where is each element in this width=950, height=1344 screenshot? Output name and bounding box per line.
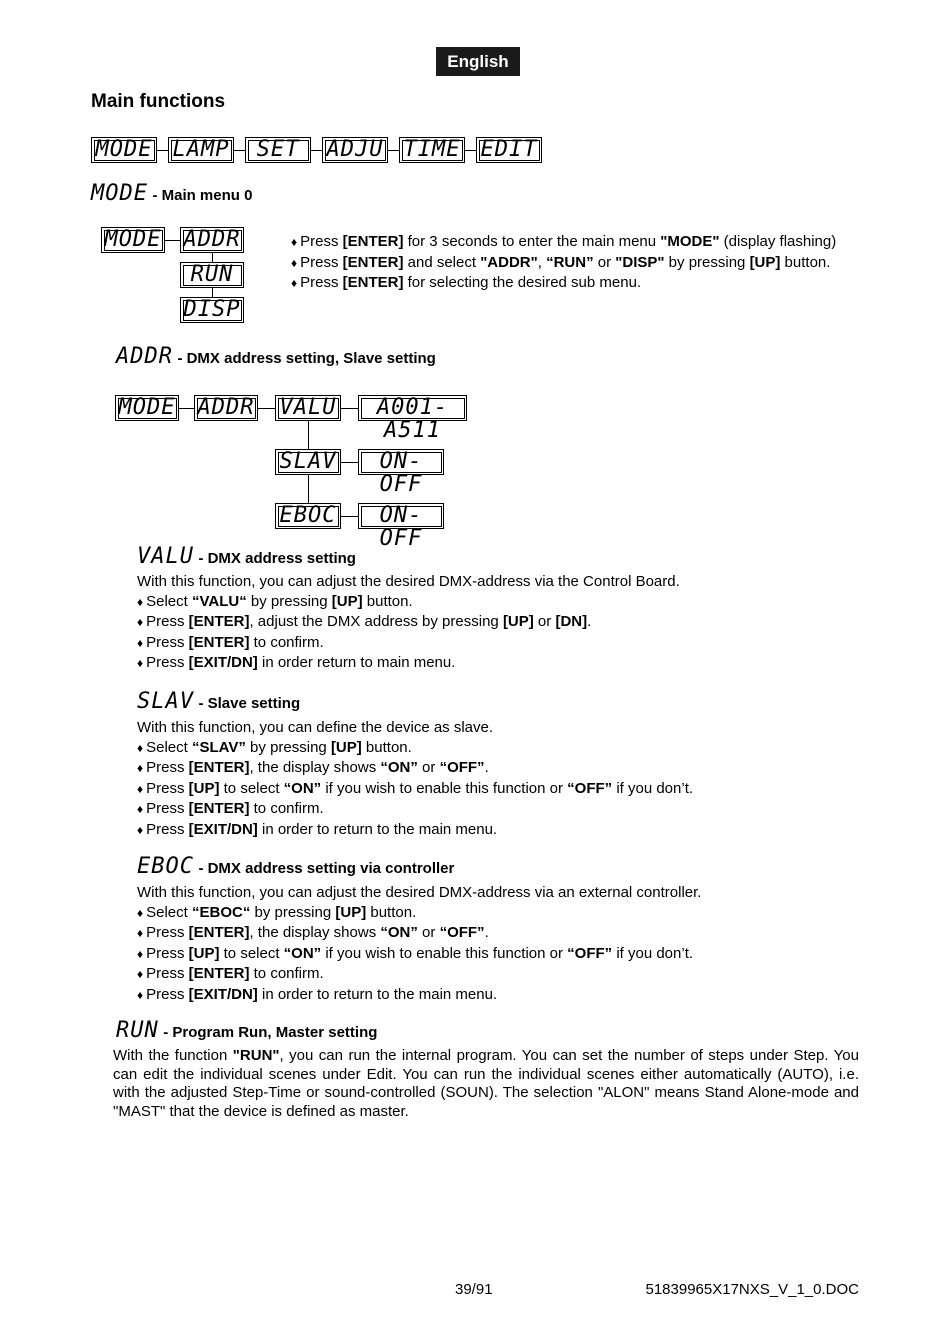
valu-body: [137, 572, 859, 674]
addr-title: - DMX address setting, Slave setting: [177, 350, 436, 367]
slav-section-heading: [137, 689, 300, 714]
slav-bullet: ♦ Press [ENTER] to confirm.: [137, 799, 859, 820]
valu-bullet: ♦ Press [ENTER], adjust the DMX address by pressing [UP] or [DN].: [137, 612, 859, 633]
slav-body: [137, 718, 859, 840]
addr-box-slav: SLAV: [275, 449, 341, 475]
mode-bullet: ♦ Press [ENTER] and select "ADDR", “RUN” or "DISP" by pressing [UP] button.: [291, 253, 859, 274]
eboc-bullet: ♦ Press [UP] to select “ON” if you wish to enable this function or “OFF” if you don’t.: [137, 944, 859, 965]
addr-code: ADDR: [116, 344, 173, 369]
language-badge: English: [436, 47, 520, 76]
eboc-title: - DMX address setting via controller: [198, 860, 455, 877]
addr-box-valu: VALU: [275, 395, 341, 421]
slav-bullet: ♦ Select “SLAV” by pressing [UP] button.: [137, 738, 859, 759]
slav-bullet: ♦ Press [UP] to select “ON” if you wish to enable this function or “OFF” if you don’t.: [137, 779, 859, 800]
addr-box-slav-onoff: ON-OFF: [358, 449, 444, 475]
valu-code: VALU: [137, 544, 194, 569]
run-text: With the function "RUN", you can run the internal program. You can set the number of steps under Step. You can edit the individual scenes under Edit. You can run the individual scenes either automatically (AUTO), i.e. with the adjusted Step-Time or sound-controlled (SOUN). The selection "ALON" means Stand Alone-mode and "MAST" that the device is defined as master.: [113, 1047, 859, 1120]
eboc-intro: With this function, you can adjust the desired DMX-address via an external controller.: [137, 884, 702, 901]
mode-box-addr: ADDR: [180, 227, 244, 253]
menu-box-mode: MODE: [91, 137, 157, 163]
addr-box-eboc: EBOC: [275, 503, 341, 529]
addr-box-eboc-onoff: ON-OFF: [358, 503, 444, 529]
addr-box-addr: ADDR: [194, 395, 258, 421]
mode-section-heading: [91, 181, 252, 206]
eboc-code: EBOC: [137, 854, 194, 879]
mode-box-root: MODE: [101, 227, 165, 253]
eboc-bullet: ♦ Press [ENTER] to confirm.: [137, 964, 859, 985]
addr-section-heading: [116, 344, 436, 369]
run-body: [113, 1047, 859, 1121]
page-title: Main functions: [91, 91, 226, 112]
valu-bullet: ♦ Press [ENTER] to confirm.: [137, 633, 859, 654]
eboc-bullet: ♦ Select “EBOC“ by pressing [UP] button.: [137, 903, 859, 924]
valu-bullet: ♦ Select “VALU“ by pressing [UP] button.: [137, 592, 859, 613]
slav-title: - Slave setting: [198, 695, 301, 712]
document-id: 51839965X17NXS_V_1_0.DOC: [645, 1281, 859, 1298]
valu-title: - DMX address setting: [198, 550, 356, 567]
menu-box-adju: ADJU: [322, 137, 388, 163]
slav-bullet: ♦ Press [ENTER], the display shows “ON” or “OFF”.: [137, 758, 859, 779]
mode-title: - Main menu 0: [152, 187, 253, 204]
mode-code: MODE: [91, 181, 148, 206]
run-code: RUN: [116, 1018, 159, 1043]
slav-bullet: ♦ Press [EXIT/DN] in order to return to the main menu.: [137, 820, 859, 841]
eboc-section-heading: [137, 854, 454, 879]
page-number: 39/91: [455, 1281, 493, 1298]
run-title: - Program Run, Master setting: [163, 1024, 378, 1041]
menu-box-edit: EDIT: [476, 137, 542, 163]
slav-code: SLAV: [137, 689, 194, 714]
mode-box-run: RUN: [180, 262, 244, 288]
slav-intro: With this function, you can define the device as slave.: [137, 719, 494, 736]
mode-box-disp: DISP: [180, 297, 244, 323]
addr-box-mode: MODE: [115, 395, 179, 421]
eboc-bullet: ♦ Press [EXIT/DN] in order to return to the main menu.: [137, 985, 859, 1006]
mode-bullet: ♦ Press [ENTER] for 3 seconds to enter the main menu "MODE" (display flashing): [291, 232, 859, 253]
run-section-heading: [116, 1018, 377, 1043]
addr-box-range: A001-A511: [358, 395, 467, 421]
valu-bullet: ♦ Press [EXIT/DN] in order return to main menu.: [137, 653, 859, 674]
valu-intro: With this function, you can adjust the desired DMX-address via the Control Board.: [137, 573, 680, 590]
valu-section-heading: [137, 544, 356, 569]
eboc-bullet: ♦ Press [ENTER], the display shows “ON” or “OFF”.: [137, 923, 859, 944]
mode-bullet: ♦ Press [ENTER] for selecting the desired sub menu.: [291, 273, 859, 294]
menu-box-time: TIME: [399, 137, 465, 163]
menu-box-set: SET: [245, 137, 311, 163]
eboc-body: [137, 883, 859, 1005]
mode-instructions: [291, 232, 859, 294]
menu-box-lamp: LAMP: [168, 137, 234, 163]
